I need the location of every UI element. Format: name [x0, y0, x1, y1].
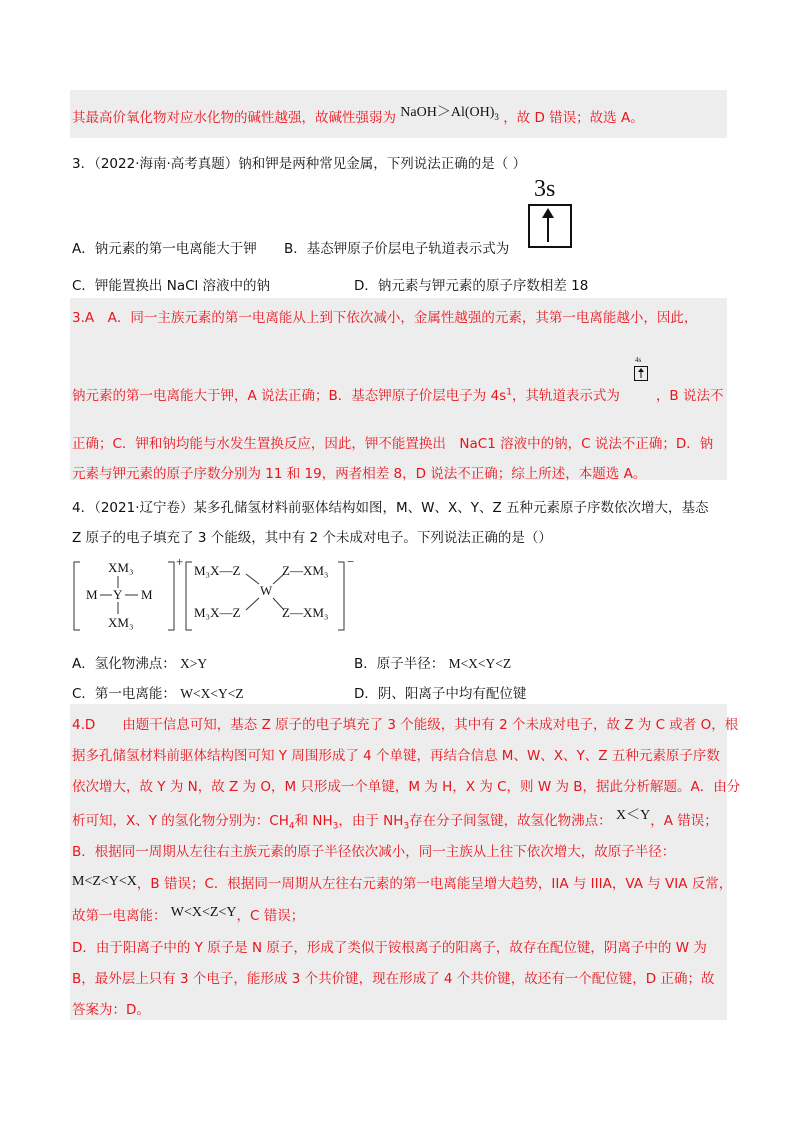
up-arrow-icon [538, 206, 558, 244]
prev-answer-formula: $NaOH>Al(OH)_3$ [400, 105, 499, 122]
prev-answer-text: 其最高价氧化物对应水化物的碱性越强，故碱性强弱为 [72, 110, 396, 126]
q4-answer-line-6: M<Z<Y<X，B 错误；C．根据同一周期从左往右元素的第一电离能呈增大趋势，IIA 与 IIIA，VA 与 VIA 反常， [72, 874, 733, 892]
cation-right: M [141, 587, 153, 602]
q4-answer-line-5: B．根据同一周期从左往右主族元素的原子半径依次减小，同一主族从上往下依次增大，故原子半径： [72, 844, 676, 860]
anion-charge: − [347, 554, 355, 569]
q4-answer-line-3: 依次增大，故 Y 为 N，故 Z 为 O，M 只形成一个单键，M 为 H，X 为 C，则 W 为 B，据此分析解题。A．由分 [72, 779, 741, 795]
cation-left: M [86, 587, 98, 602]
answer-up-arrow-icon [636, 367, 646, 379]
q3-option-d: D．钠元素与钾元素的原子序数相差 18 [354, 278, 589, 294]
q4-answer-line-7: 故第一电离能： W<X<Z<Y，C 错误； [72, 905, 305, 924]
q3-answer-line-2: 钠元素的第一电离能大于钾，A 说法正确；B．基态钾原子价层电子为 $4s^1$，其轨道表示式为 ，B 说法不 [72, 387, 724, 404]
q4-answer-line-1: 4.D 由题干信息可知，基态 Z 原子的电子填充了 3 个能级，其中有 2 个未成对电子，故 Z 为 C 或者 O，根 [72, 717, 739, 733]
cation-center: Y [113, 587, 123, 602]
q3-answer-line-3: 正确；C．钾和钠均能与水发生置换反应，因此，钾不能置换出 NaC1 溶液中的钠，C 说法不正确；D．钠 [72, 436, 714, 452]
cation-bottom: XM₃ [108, 615, 134, 630]
q3-option-b: B．基态钾原子价层电子轨道表示式为 [284, 241, 510, 257]
q3-stem: 3．（2022·海南·高考真题）钠和钾是两种常见金属，下列说法正确的是（ ） [72, 156, 527, 172]
answer-orbital-label: 4s [635, 356, 642, 364]
q3-option-c: C．钾能置换出 NaCl 溶液中的钠 [72, 278, 271, 294]
q3-answer-orbital [632, 356, 650, 386]
q4-option-d: D．阴、阳离子中均有配位键 [354, 686, 527, 702]
q3-answer-line-1: 3.A A．同一主族元素的第一电离能从上到下依次减小，金属性越强的元素，其第一电离能越小，因此， [72, 310, 698, 326]
q4-option-a: A．氢化物沸点： X>Y [72, 656, 208, 672]
q4-option-c: C．第一电离能： W<X<Y<Z [72, 686, 244, 702]
q4-stem-line-2: Z 原子的电子填充了 3 个能级，其中有 2 个未成对电子。下列说法正确的是（） [72, 530, 552, 546]
anion-upper-right: Z—XM₃ [282, 563, 329, 578]
orbital-label: 3s [534, 176, 556, 202]
cation-top: XM₃ [108, 560, 134, 575]
anion-upper-left: M₃X—Z [194, 563, 241, 578]
prev-answer-conclusion: ，故 D 错误；故选 A。 [503, 110, 644, 126]
anion-lower-left: M₃X—Z [194, 605, 241, 620]
q4-stem-line-1: 4．（2021·辽宁卷）某多孔储氢材料前驱体结构如图，M、W、X、Y、Z 五种元素原子序数依次增大，基态 [72, 500, 709, 516]
q3-option-a: A．钠元素的第一电离能大于钾 [72, 241, 257, 257]
q3-orbital-diagram [526, 178, 574, 248]
q4-answer-line-8: D．由于阳离子中的 Y 原子是 N 原子，形成了类似于铵根离子的阳离子，故存在配位键，阴离子中的 W 为 [72, 940, 707, 956]
anion-lower-right: Z—XM₃ [282, 605, 329, 620]
q4-answer-line-2: 据多孔储氢材料前驱体结构图可知 Y 周围形成了 4 个单键，再结合信息 M、W、X、Y、Z 五种元素原子序数 [72, 748, 720, 764]
q4-structure-diagram [70, 556, 370, 634]
prev-answer-line [72, 106, 644, 128]
cation-charge: + [176, 554, 184, 569]
anion-center: W [260, 583, 273, 598]
q3-answer-line-4: 元素与钾元素的原子序数分别为 11 和 19，两者相差 8，D 说法不正确；综上所述，本题选 A。 [72, 466, 647, 482]
q4-answer-line-9: B，最外层上只有 3 个电子，能形成 3 个共价键，现在形成了 4 个共价键，故还有一个配位键，D 正确；故 [72, 971, 715, 987]
q4-option-b: B．原子半径： M<X<Y<Z [354, 656, 512, 672]
q4-answer-line-10: 答案为：D。 [72, 1002, 150, 1018]
q4-answer-line-4: 析可知，X、Y 的氢化物分别为：$CH_4$和 $NH_3$，由于 $NH_3$存在分子间氢键，故氢化物沸点： X＜Y，A 错误； [72, 808, 718, 832]
